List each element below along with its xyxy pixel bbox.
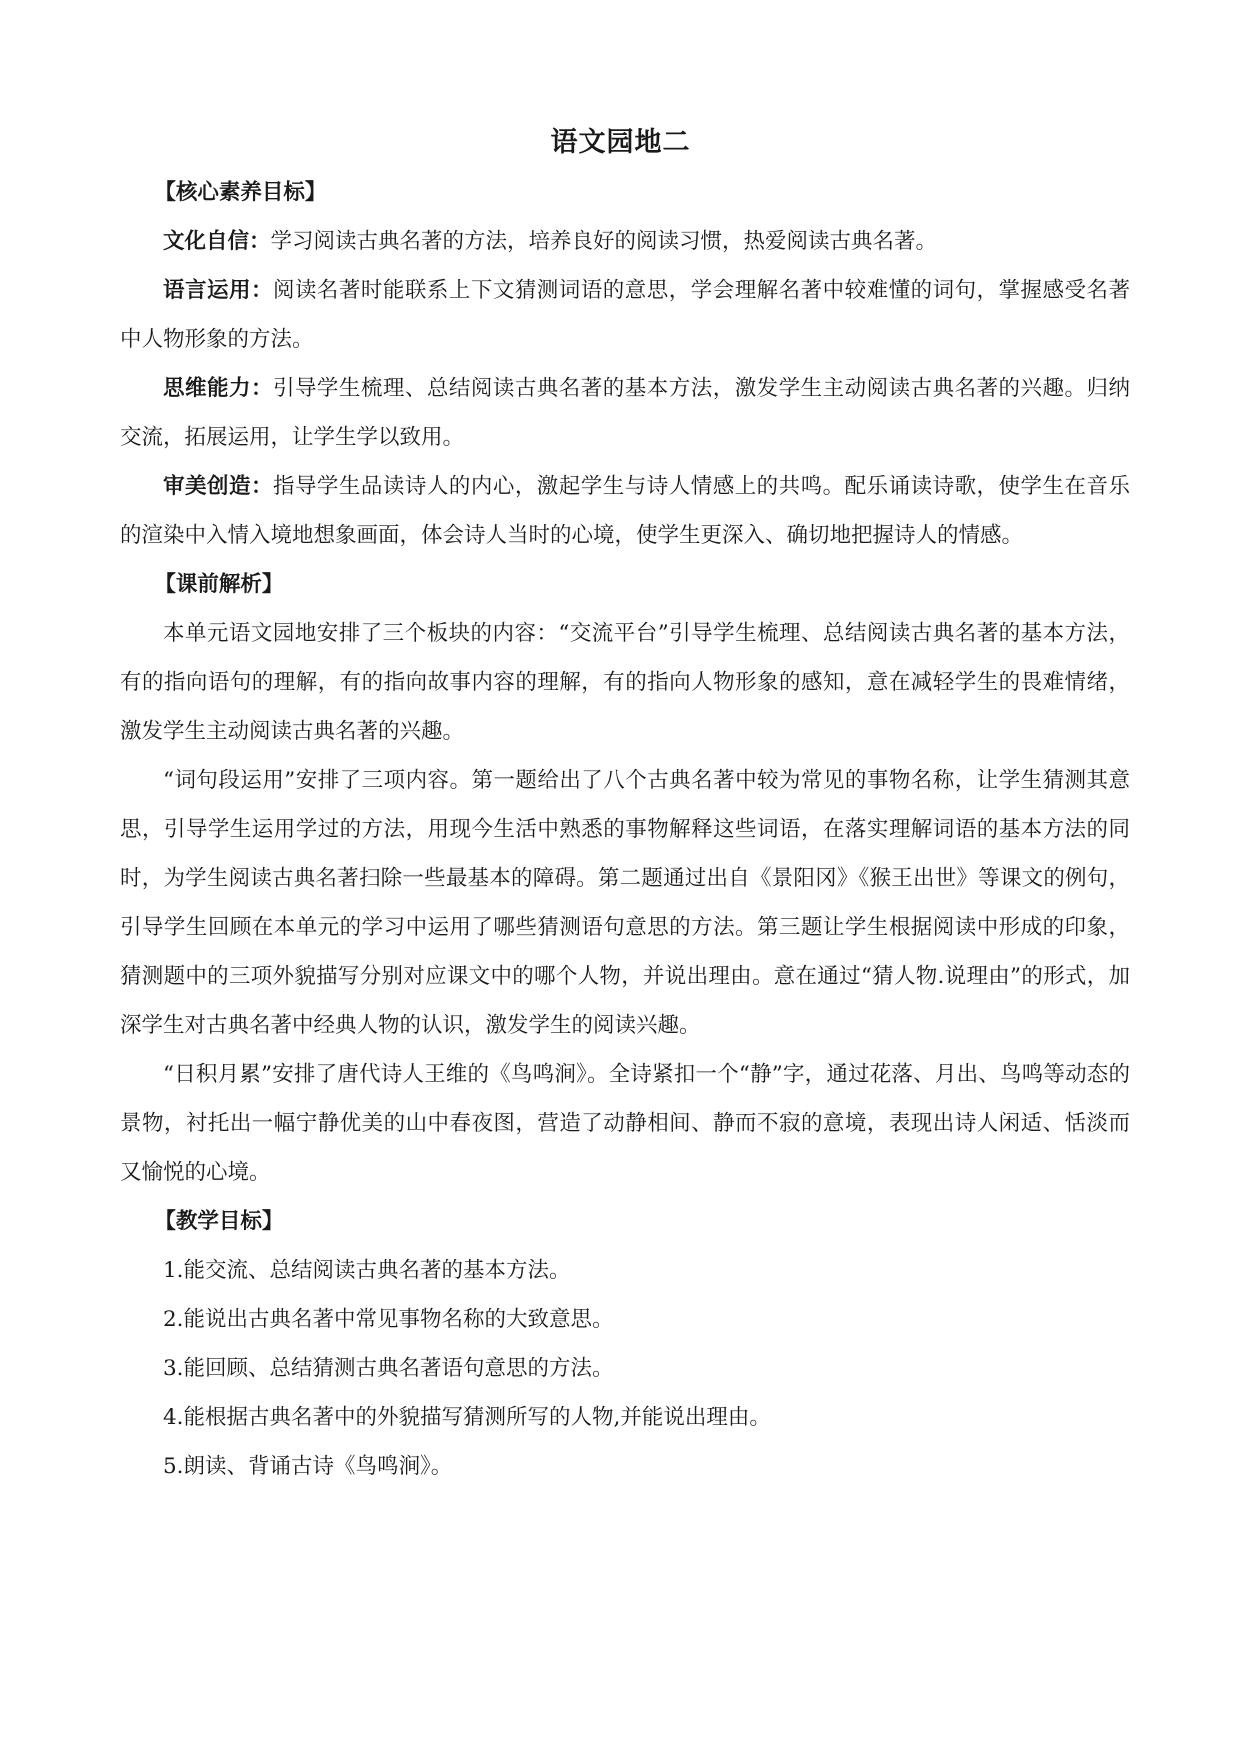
teaching-goal-item: 5.朗读、背诵古诗《鸟鸣涧》。 [163,1454,453,1479]
core-goal-label: 思维能力： [163,376,273,401]
core-goal-thinking [120,364,1130,462]
teaching-goal-item: 3.能回顾、总结猜测古典名著语句意思的方法。 [163,1356,614,1381]
core-goal-culture [120,217,1130,266]
teaching-goal-item: 1.能交流、总结阅读古典名著的基本方法。 [163,1258,571,1283]
core-goal-text: 指导学生品读诗人的内心，激起学生与诗人情感上的共鸣。配乐诵读诗歌，使学生在音乐的渲染中入情入境地想象画面，体会诗人当时的心境，使学生更深入、确切地把握诗人的情感。 [120,474,1130,548]
section-heading-core-goals: 【核心素养目标】 [154,180,327,205]
core-goal-text: 引导学生梳理、总结阅读古典名著的基本方法，激发学生主动阅读古典名著的兴趣。归纳交流，拓展运用，让学生学以致用。 [120,376,1130,450]
core-goal-language [120,266,1130,364]
section-heading-analysis: 【课前解析】 [154,572,284,597]
document-body [120,168,1130,1491]
core-goal-label: 文化自信： [163,229,271,254]
core-goal-label: 审美创造： [163,474,273,499]
core-goal-text: 学习阅读古典名著的方法，培养良好的阅读习惯，热爱阅读古典名著。 [270,229,938,254]
analysis-paragraph: “词句段运用”安排了三项内容。第一题给出了八个古典名著中较为常见的事物名称，让学生猜测其意思，引导学生运用学过的方法，用现今生活中熟悉的事物解释这些词语，在落实理解词语的基本方法的同时，为学生阅读古典名著扫除一些最基本的障碍。第二题通过出自《景阳冈》《猴王出世》等课文的例句，引导学生回顾在本单元的学习中运用了哪些猜测语句意思的方法。第三题让学生根据阅读中形成的印象，猜测题中的三项外貌描写分别对应课文中的哪个人物，并说出理由。意在通过“猜人物.说理由”的形式，加深学生对古典名著中经典人物的认识，激发学生的阅读兴趣。 [120,768,1130,1038]
teaching-goal-item: 2.能说出古典名著中常见事物名称的大致意思。 [163,1307,614,1332]
core-goal-text: 阅读名著时能联系上下文猜测词语的意思，学会理解名著中较难懂的词句，掌握感受名著中人物形象的方法。 [120,278,1130,352]
teaching-goal-item: 4.能根据古典名著中的外貌描写猜测所写的人物,并能说出理由。 [163,1405,771,1430]
analysis-paragraph: 本单元语文园地安排了三个板块的内容：“交流平台”引导学生梳理、总结阅读古典名著的基本方法，有的指向语句的理解，有的指向故事内容的理解，有的指向人物形象的感知，意在减轻学生的畏难情绪，激发学生主动阅读古典名著的兴趣。 [120,621,1130,744]
core-goal-aesthetic [120,462,1130,560]
section-heading-teaching-goals: 【教学目标】 [154,1209,284,1234]
analysis-paragraph: “日积月累”安排了唐代诗人王维的《鸟鸣涧》。全诗紧扣一个“静”字，通过花落、月出、鸟鸣等动态的景物，衬托出一幅宁静优美的山中春夜图，营造了动静相间、静而不寂的意境，表现出诗人闲适、恬淡而又愉悦的心境。 [120,1062,1130,1185]
page-title: 语文园地二 [550,127,691,158]
core-goal-label: 语言运用： [163,278,273,303]
